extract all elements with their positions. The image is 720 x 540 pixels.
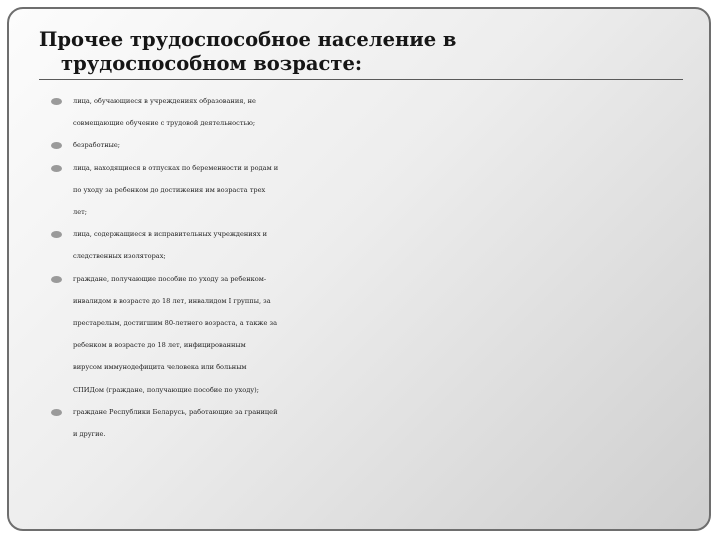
list-item-line: СПИДом (граждане, получающие пособие по уходу); — [73, 385, 259, 394]
list-item — [51, 268, 711, 401]
list-item — [51, 223, 711, 267]
bullet-icon — [51, 165, 62, 172]
slide-title-line: трудоспособном возрасте: — [61, 52, 363, 75]
bullet-icon — [51, 276, 62, 283]
list-item-line: лица, обучающиеся в учреждениях образования, не — [73, 97, 256, 105]
bullet-icon — [51, 142, 62, 149]
slide-title-line: Прочее трудоспособное население в — [39, 28, 457, 51]
list-item — [51, 157, 711, 224]
list-item — [51, 90, 711, 134]
bullet-icon — [51, 409, 62, 416]
list-item-line: вирусом иммунодефицита человека или больным — [73, 363, 247, 372]
list-item — [51, 134, 711, 156]
list-item-line: лет; — [73, 208, 87, 217]
list-item-line: следственных изоляторах; — [73, 252, 166, 261]
slide-title — [39, 28, 699, 76]
bullet-icon — [51, 98, 62, 105]
slide — [7, 7, 711, 531]
title-divider — [39, 79, 683, 80]
list-item-line: граждане, получающие пособие по уходу за ребенком- — [73, 274, 267, 283]
list-item-line: безработные; — [73, 141, 120, 150]
list-item-line: по уходу за ребенком до достижения им возраста трех — [73, 185, 266, 194]
bullet-icon — [51, 231, 62, 238]
bullet-list — [51, 90, 711, 445]
list-item-line: и другие. — [73, 430, 106, 439]
list-item-line: граждане Республики Беларусь, работающие за границей — [73, 407, 278, 416]
list-item-line: совмещающие обучение с трудовой деятельностью; — [73, 119, 256, 128]
list-item-line: лица, содержащиеся в исправительных учреждениях и — [73, 230, 268, 239]
list-item-line: ребенком в возрасте до 18 лет, инфицированным — [73, 341, 246, 350]
list-item-line: лица, находящиеся в отпусках по беременности и родам и — [73, 163, 279, 172]
list-item-line: престарелым, достигшим 80-летнего возраста, а также за — [73, 319, 278, 328]
list-item-line: инвалидом в возрасте до 18 лет, инвалидом I группы, за — [73, 296, 271, 305]
list-item — [51, 401, 711, 445]
